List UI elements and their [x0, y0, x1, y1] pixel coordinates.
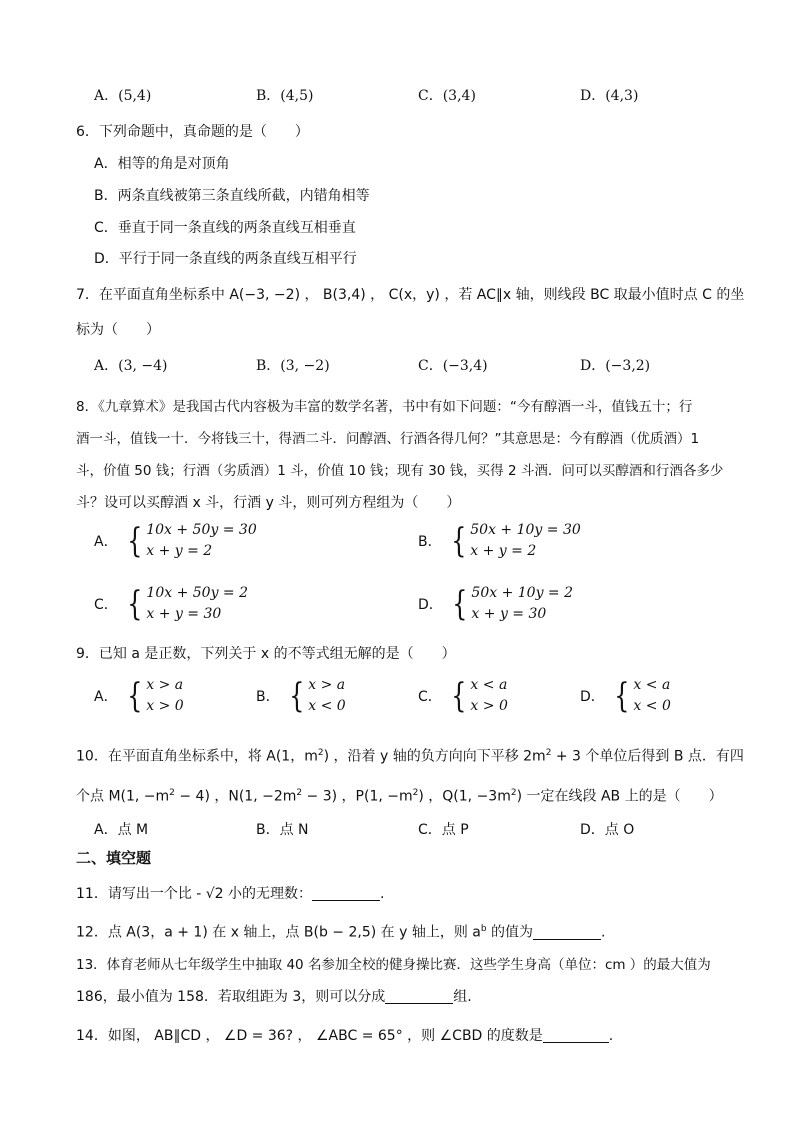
q12-text: 12．点 A(3，a + 1) 在 x 轴上，点 B(b − 2,5) 在 y 轴上，则 a: [76, 924, 481, 941]
q6-option-c: C．垂直于同一条直线的两条直线互相垂直: [94, 220, 356, 236]
q11-text: 11．请写出一个比 - √2 小的无理数：: [76, 886, 313, 902]
q10-exponent: 2: [296, 788, 303, 798]
q10-exponent: 2: [169, 788, 175, 798]
q10-line2-part3: − 3) ，P(1, −m: [302, 788, 413, 805]
q6-stem: 6．下列命题中，真命题的是（ ）: [76, 124, 309, 140]
q12-exponent: b: [480, 924, 487, 934]
q8-option-d-eq2: x + y = 30: [471, 606, 547, 622]
q14-answer-blank[interactable]: [543, 1026, 609, 1043]
q9-option-c: [418, 675, 508, 717]
brace-icon: {: [126, 521, 142, 561]
q8-option-d-eq1: 50x + 10y = 2: [471, 585, 574, 601]
q10-exponent: 2: [545, 748, 552, 758]
q13-answer-blank[interactable]: [385, 987, 453, 1004]
q11-end: .: [380, 886, 385, 902]
q10-line1-part1: 10．在平面直角坐标系中，将 A(1，m: [76, 748, 318, 765]
q8-option-a-label: A．: [94, 534, 118, 550]
q9-option-c-label: C．: [418, 689, 442, 705]
q8-option-a-eq2: x + y = 2: [146, 543, 213, 559]
q8-option-b-label: B．: [418, 534, 442, 550]
q13-stem-line1: 13．体育老师从七年级学生中抽取 40 名参加全校的健身操比赛．这些学生身高（单位：cm ）的最大值为: [76, 957, 711, 973]
q13-stem-line2: [76, 987, 472, 1007]
q6-option-b: B．两条直线被第三条直线所截，内错角相等: [94, 188, 370, 204]
q8-stem-line3: 斗，价值 50 钱；行酒（劣质酒）1 斗，价值 10 钱；现有 30 钱，买得 2 斗酒．问可以买醇酒和行酒各多少: [76, 463, 724, 479]
q9-option-d-label: D．: [580, 689, 605, 705]
q8-stem-line2: 酒一斗，值钱一十．今将钱三十，得酒二斗．问醇酒、行酒各得几何？”其意思是：今有醇酒（优质酒）1: [76, 431, 700, 447]
section-title-fill-in: 二、填空题: [76, 849, 152, 867]
q11-stem: [76, 884, 385, 904]
q9-option-a-eq1: x > a: [146, 677, 184, 693]
q9-option-a-eq2: x > 0: [146, 698, 184, 714]
q14-stem: [76, 1026, 613, 1046]
brace-icon: {: [288, 676, 305, 716]
q6-option-a: A．相等的角是对顶角: [94, 156, 230, 172]
q12-text-2: 的值为: [486, 924, 534, 941]
q10-line2-part2: − 4) ，N(1, −2m: [174, 788, 297, 805]
q9-option-d-eq1: x < a: [633, 677, 671, 693]
q12-answer-blank[interactable]: [533, 923, 601, 940]
q11-answer-blank[interactable]: [312, 884, 380, 901]
q5-option-d: D．(4,3): [580, 88, 639, 104]
q7-stem-line1: 7．在平面直角坐标系中 A(−3, −2) ， B(3,4) ， C(x，y) ，若 AC∥x 轴，则线段 BC 取最小值时点 C 的坐: [76, 287, 745, 303]
q9-option-a: [94, 675, 184, 717]
q10-option-c: C．点 P: [418, 822, 469, 838]
q10-option-d: D．点 O: [580, 822, 635, 838]
q10-stem-line2: [76, 783, 723, 807]
q8-option-a-eq1: 10x + 50y = 30: [146, 522, 257, 538]
brace-icon: {: [127, 584, 143, 624]
brace-icon: {: [614, 676, 630, 716]
q6-option-d: D．平行于同一条直线的两条直线互相平行: [94, 251, 357, 267]
q9-option-a-label: A．: [94, 689, 118, 705]
q5-option-c: C．(3,4): [418, 88, 476, 104]
q8-option-c-label: C．: [94, 597, 118, 613]
q10-exponent: 2: [412, 788, 419, 798]
q8-option-d-label: D．: [418, 597, 443, 613]
q5-option-a: A．(5,4): [94, 88, 152, 104]
q12-end: .: [601, 924, 606, 941]
q9-option-b-eq2: x < 0: [308, 698, 346, 714]
q8-option-b-eq1: 50x + 10y = 30: [470, 522, 581, 538]
q10-line2-part5: ) 一定在线段 AB 上的是（ ）: [516, 788, 723, 805]
q7-stem-line2: 标为（ ）: [76, 322, 160, 338]
brace-icon: {: [450, 521, 467, 561]
q14-text: 14．如图， AB∥CD ， ∠D = 36? ， ∠ABC = 65° ，则 ∠CBD 的度数是: [76, 1028, 543, 1044]
q13-end: 组.: [453, 989, 472, 1005]
q9-option-c-eq2: x > 0: [470, 698, 508, 714]
q8-option-c: [94, 583, 248, 625]
q10-exponent: 2: [510, 788, 517, 798]
q9-option-b: [256, 675, 346, 717]
q10-line2-part4: ) ，Q(1, −3m: [418, 788, 511, 805]
q9-option-b-eq1: x > a: [308, 677, 346, 693]
brace-icon: {: [452, 584, 468, 624]
q7-option-b: B．(3, −2): [256, 358, 330, 374]
q5-option-b: B．(4,5): [256, 88, 314, 104]
q10-line1-part2: ) ，沿着 y 轴的负方向向下平移 2m: [323, 748, 546, 765]
q8-stem-line1: 8．《九章算术》是我国古代内容极为丰富的数学名著，书中有如下问题：“今有醇酒一斗，值钱五十；行: [76, 399, 693, 415]
q9-option-b-label: B．: [256, 689, 280, 705]
q7-option-c: C．(−3,4): [418, 358, 488, 374]
q8-option-c-eq2: x + y = 30: [146, 606, 222, 622]
q10-stem-line1: [76, 743, 744, 767]
q8-option-b: [418, 520, 581, 562]
brace-icon: {: [126, 676, 142, 716]
q10-option-b: B．点 N: [256, 822, 309, 838]
q9-stem: 9．已知 a 是正数，下列关于 x 的不等式组无解的是（ ）: [76, 646, 456, 662]
q7-option-a: A．(3, −4): [94, 358, 168, 374]
q10-line2-part1: 个点 M(1, −m: [76, 788, 170, 805]
q10-line1-part3: + 3 个单位后得到 B 点．有四: [551, 748, 744, 765]
q14-end: .: [608, 1028, 614, 1044]
q8-stem-line4: 斗？设可以买醇酒 x 斗，行酒 y 斗，则可列方程组为（ ）: [76, 495, 461, 511]
q9-option-d: [580, 675, 671, 717]
q8-option-d: [418, 583, 573, 625]
q9-option-d-eq2: x < 0: [633, 698, 671, 714]
q12-stem: [76, 919, 605, 943]
q9-option-c-eq1: x < a: [470, 677, 508, 693]
q13-text: 186，最小值为 158．若取组距为 3，则可以分成: [76, 989, 386, 1005]
brace-icon: {: [451, 676, 467, 716]
q7-option-d: D．(−3,2): [580, 358, 651, 374]
q8-option-c-eq1: 10x + 50y = 2: [146, 585, 249, 601]
q8-option-a: [94, 520, 257, 562]
q8-option-b-eq2: x + y = 2: [470, 543, 537, 559]
q10-option-a: A．点 M: [94, 822, 149, 838]
q10-exponent: 2: [317, 748, 324, 758]
